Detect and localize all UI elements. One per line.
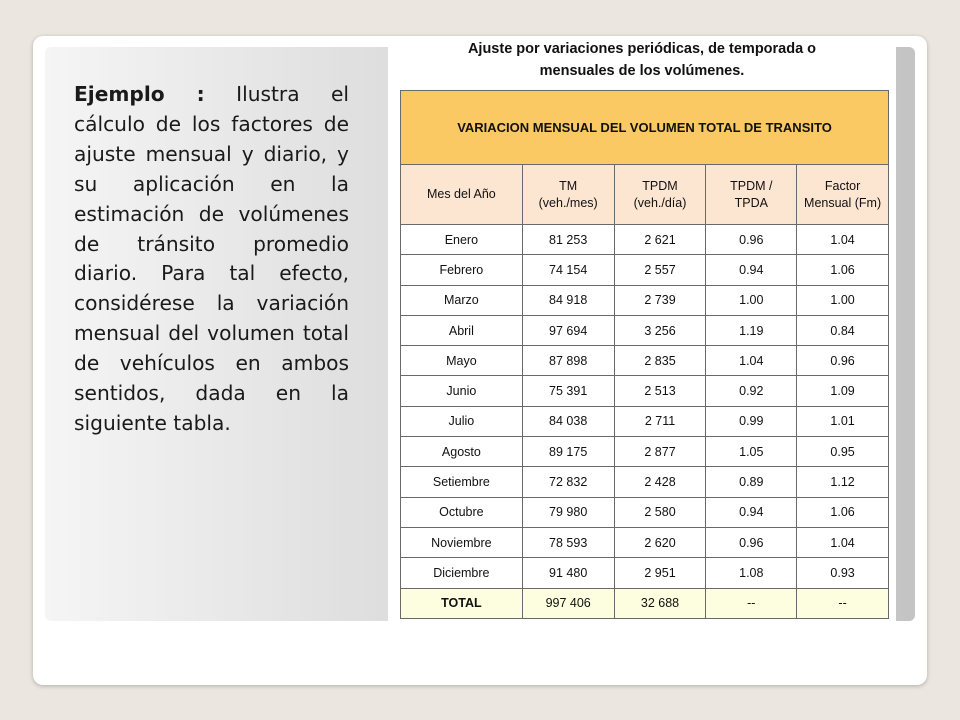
table-row: Junio 75 391 2 513 0.92 1.09 [401,376,889,406]
figure-heading-line-2: mensuales de los volúmenes. [539,63,745,79]
table-row: Agosto 89 175 2 877 1.05 0.95 [401,437,889,467]
table-row: Enero 81 253 2 621 0.96 1.04 [401,225,889,255]
figure-heading [388,38,896,82]
table-row: Octubre 79 980 2 580 0.94 1.06 [401,497,889,527]
header-tpdm: TPDM (veh./día) [614,165,706,225]
table-row: Mayo 87 898 2 835 1.04 0.96 [401,346,889,376]
header-tm: TM (veh./mes) [522,165,614,225]
table-figure [388,36,896,621]
table-row: Abril 97 694 3 256 1.19 0.84 [401,315,889,345]
example-text [74,80,349,439]
table-total-row: TOTAL 997 406 32 688 -- -- [401,588,889,618]
table-row: Marzo 84 918 2 739 1.00 1.00 [401,285,889,315]
header-tpdm-tpda: TPDM / TPDA [706,165,797,225]
example-body: Ilustra el cálculo de los factores de ajuste mensual y diario, y su aplicación en la estimación de volúmenes de tránsito promedio diario. Para tal efecto, considérese la variación mensual del volumen total de vehículos en ambos sentidos, dada en la siguiente tabla. [74,82,350,435]
header-month: Mes del Año [401,165,523,225]
table-row: Setiembre 72 832 2 428 0.89 1.12 [401,467,889,497]
header-factor: Factor Mensual (Fm) [797,165,889,225]
monthly-volume-table [400,90,889,619]
table-title: VARIACION MENSUAL DEL VOLUMEN TOTAL DE TRANSITO [401,91,889,165]
figure-heading-line-1: Ajuste por variaciones periódicas, de temporada o [467,41,817,57]
table-row: Noviembre 78 593 2 620 0.96 1.04 [401,527,889,557]
example-lead: Ejemplo : [74,82,205,106]
table-row: Diciembre 91 480 2 951 1.08 0.93 [401,558,889,588]
table-row: Febrero 74 154 2 557 0.94 1.06 [401,255,889,285]
table-row: Julio 84 038 2 711 0.99 1.01 [401,406,889,436]
